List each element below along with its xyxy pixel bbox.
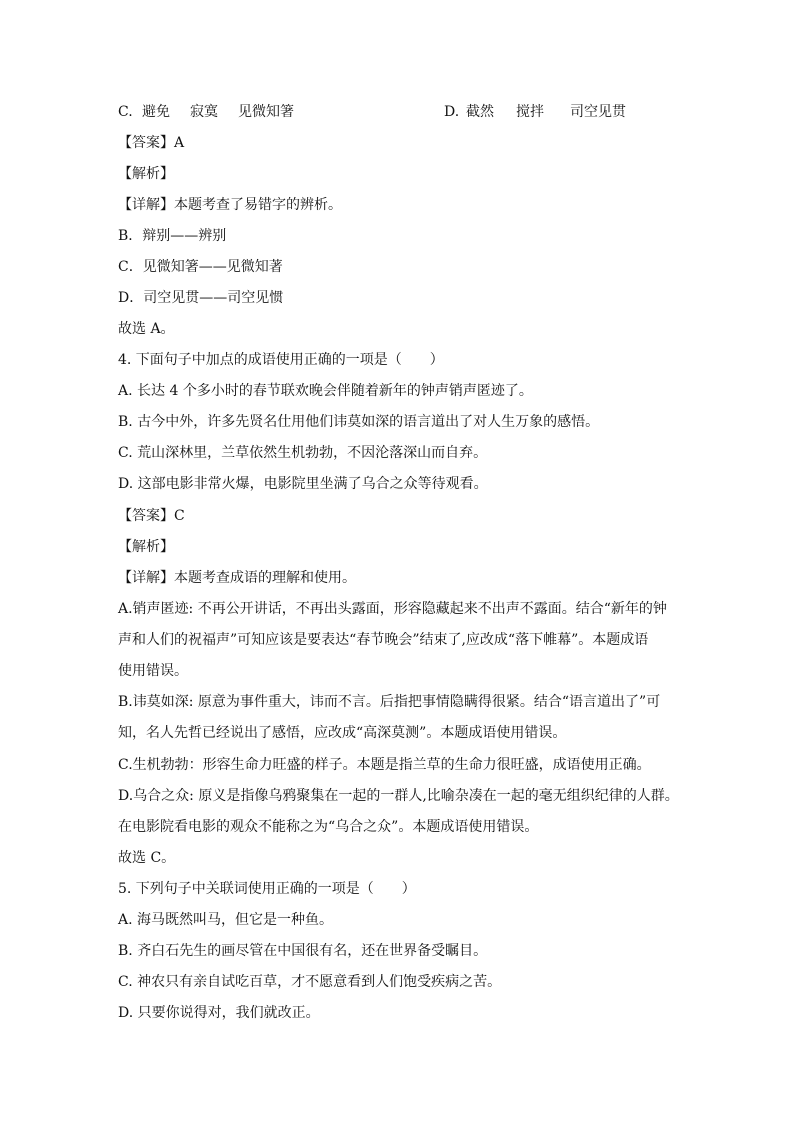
q4-explanation-line: D.乌合之众: 原义是指像乌鸦聚集在一起的一群人,比喻杂凑在一起的毫无组织纪律的人群。: [118, 788, 679, 804]
q4-analysis-heading: 【解析】: [118, 539, 174, 555]
option-d-word-2: 搅拌: [516, 104, 544, 120]
q4-detail: 【详解】本题考查成语的理解和使用。: [118, 570, 356, 586]
q4-answer: 【答案】C: [118, 508, 185, 524]
q3-correction-c: C．见微知箸——见微知著: [118, 259, 283, 275]
q4-explanation-line: 知，名人先哲已经说出了感悟，应改成“高深莫测”。本题成语使用错误。: [118, 725, 567, 741]
q4-stem: 4. 下面句子中加点的成语使用正确的一项是（ ）: [118, 352, 444, 368]
q3-answer: 【答案】A: [118, 135, 185, 151]
q4-explanation-line: B.讳莫如深: 原意为事件重大，讳而不言。后指把事情隐瞒得很紧。结合“语言道出了”可: [118, 694, 661, 710]
q5-stem: 5. 下列句子中关联词使用正确的一项是（ ）: [118, 881, 416, 897]
option-c-word-2: 寂寞: [190, 104, 218, 120]
option-c-word-1: 避免: [142, 104, 170, 120]
q3-correction-d: D．司空见贯——司空见惯: [118, 290, 284, 306]
option-d-word-1: 截然: [466, 104, 494, 120]
q4-explanation-line: 声和人们的祝福声”可知应该是要表达“春节晚会”结束了,应改成“落下帷幕”。本题成语: [118, 632, 649, 648]
q5-option-a: A. 海马既然叫马，但它是一种鱼。: [118, 912, 334, 928]
q5-option-b: B. 齐白石先生的画尽管在中国很有名，还在世界备受瞩目。: [118, 943, 488, 959]
q4-option-b: B. 古今中外，许多先贤名仕用他们讳莫如深的语言道出了对人生万象的感悟。: [118, 414, 600, 430]
q4-explanation-line: C.生机勃勃：形容生命力旺盛的样子。本题是指兰草的生命力很旺盛，成语使用正确。: [118, 757, 651, 773]
q5-option-c: C. 神农只有亲自试吃百草，才不愿意看到人们饱受疾病之苦。: [118, 974, 502, 990]
q4-explanation-line: 使用错误。: [118, 663, 188, 679]
q4-option-c: C. 荒山深林里，兰草依然生机勃勃，不因沦落深山而自弃。: [118, 445, 488, 461]
option-c-label: C.: [118, 104, 133, 120]
q4-option-d: D. 这部电影非常火爆，电影院里坐满了乌合之众等待观看。: [118, 476, 488, 492]
q3-detail: 【详解】本题考查了易错字的辨析。: [118, 197, 342, 213]
q4-explanation-line: 在电影院看电影的观众不能称之为“乌合之众”。本题成语使用错误。: [118, 819, 539, 835]
option-d-word-3: 司空见贯: [570, 104, 626, 120]
q4-option-a: A. 长达 4 个多小时的春节联欢晚会伴随着新年的钟声销声匿迹了。: [118, 383, 533, 399]
q5-option-d: D. 只要你说得对，我们就改正。: [118, 1005, 320, 1021]
q3-analysis-heading: 【解析】: [118, 166, 174, 182]
q3-conclusion: 故选 A。: [118, 321, 175, 337]
option-c-word-3: 见微知箸: [238, 104, 294, 120]
option-d-label: D.: [444, 104, 460, 120]
q4-conclusion: 故选 C。: [118, 850, 176, 866]
q4-explanation-line: A.销声匿迹: 不再公开讲话，不再出头露面，形容隐藏起来不出声不露面。结合“新年的钟: [118, 601, 667, 617]
q3-correction-b: B．辩别——辨别: [118, 228, 227, 244]
